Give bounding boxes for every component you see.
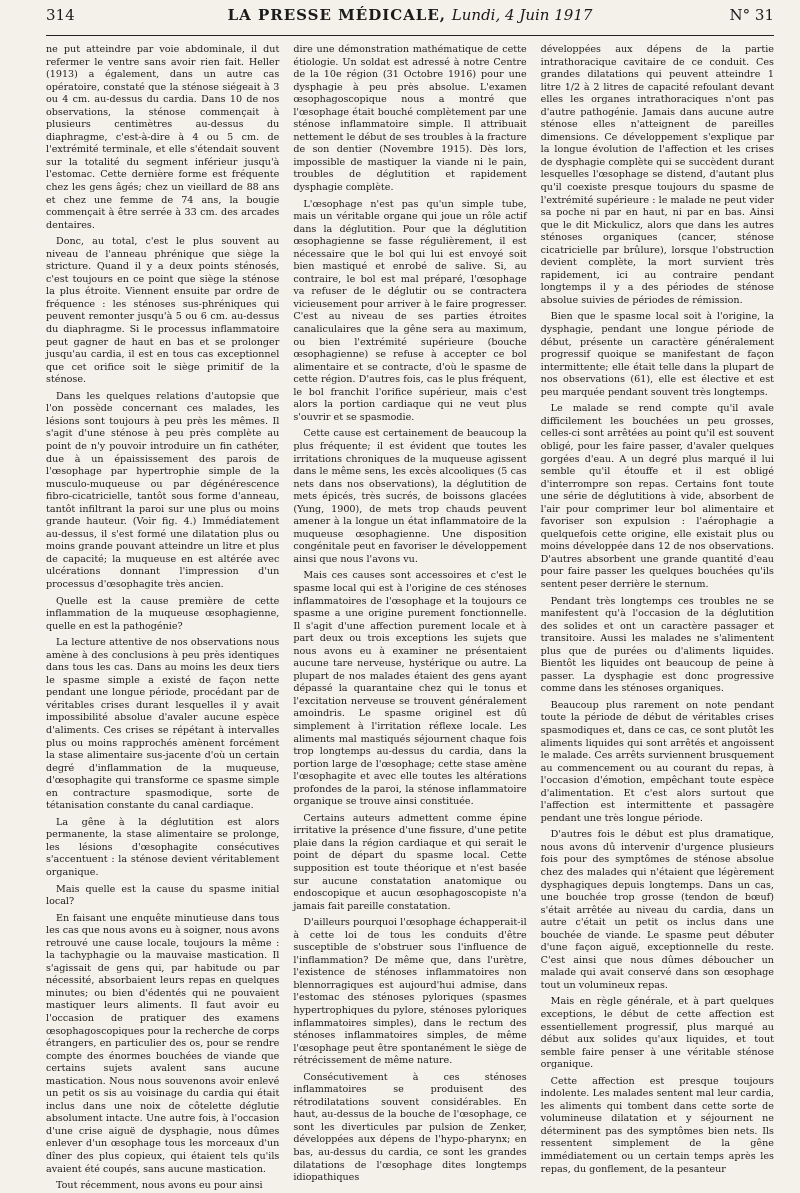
paragraph: Le malade se rend compte qu'il avale difficilement les bouchées un peu grosses, celles-ci sont arrêtées au point qu'il est souvent obligé, pour les faire passer, d'avaler quelques gorgées d'eau. A un degré plus marqué il lui semble qu'il étouffe et il est obligé d'interrompre son repas. Certains font toute une série de déglutitions à vide, absorbent de l'air pour comprimer leur bol alimentaire et favoriser son expulsion : l'aérophagie a quelquefois cette origine, elle existait plus ou moins développée dans 12 de nos observations. D'autres absorbent une grande quantité d'eau pour faire passer les quelques bouchées qu'ils sentent peser derrière le sternum. [540, 403, 774, 590]
column-left [46, 44, 280, 1192]
issue-date: Lundi, 4 Juin 1917 [451, 6, 593, 24]
paragraph: dire une démonstration mathématique de cette étiologie. Un soldat est adressé à notre Centre de la 10e région (31 Octobre 1916) pour une dysphagie à peu près absolue. L'examen œsophagoscopique nous a montré que l'œsophage était bouché complètement par une sténose inflammatoire simple. Il attribuait nettement le début de ses troubles à la fracture de son dentier (Novembre 1915). Dès lors, impossible de mastiquer la viande ni le pain, troubles de déglutition et rapidement dysphagie complète. [293, 44, 527, 194]
paragraph: Donc, au total, c'est le plus souvent au niveau de l'anneau phrénique que siège la stricture. Quand il y a deux points sténosés, c'est toujours en ce point que siège la sténose la plus étroite. Viennent ensuite par ordre de fréquence : les sténoses sus-phréniques qui peuvent remonter jusqu'à 5 ou 6 cm. au-dessus du diaphragme. Si le processus inflammatoire peut gagner de haut en bas et se prolonger jusqu'au cardia, il est en tous cas exceptionnel que cet orifice soit le siège primitif de la sténose. [46, 236, 280, 386]
paragraph: La lecture attentive de nos observations nous amène à des conclusions à peu près identiques dans tous les cas. Dans au moins les deux tiers le spasme simple a existé de façon nette pendant une longue période, procédant par de véritables crises durant lesquelles il y avait impossibilité absolue d'avaler aucune espèce d'aliments. Ces crises se répétant à intervalles plus ou moins rapprochés amènent forcément la stase alimentaire sus-jacente d'où un certain degré d'inflammation de la muqueuse, d'œsophagite qui transforme ce spasme simple en contracture spasmodique, sorte de tétanisation constante du canal cardiaque. [46, 637, 280, 812]
paragraph: Beaucoup plus rarement on note pendant toute la période de début de véritables crises spasmodiques et, dans ce cas, ce sont plutôt les aliments liquides qui sont arrêtés et angoissent le malade. Ces arrêts surviennent brusquement au commencement ou au courant du repas, à l'occasion d'émotion, empêchant toute espèce d'alimentation. Et c'est alors surtout que l'affection est intermittente et passagère pendant une très longue période. [540, 699, 774, 824]
paragraph: La gêne à la déglutition est alors permanente, la stase alimentaire se prolonge, les lésions d'œsophagite consécutives s'accentuent : la sténose devient véritablement organique. [46, 816, 280, 878]
issue-number: N° 31 [729, 6, 774, 24]
paragraph: Cette affection est presque toujours indolente. Les malades sentent mal leur cardia, les aliments qui tombent dans cette sorte de volumineuse dilatation et y séjournent ne déterminent pas des symptômes bien nets. Ils ressentent simplement de la gêne immédiatement ou un certain temps après les repas, du gonflement, de la pesanteur [540, 1075, 774, 1175]
paragraph: D'ailleurs pourquoi l'œsophage échapperait-il à cette loi de tous les conduits d'être susceptible de s'obstruer sous l'influence de l'inflammation? De même que, dans l'urètre, l'existence de sténoses inflammatoires non blennorragiques est aujourd'hui admise, dans l'estomac des sténoses pyloriques (spasmes hypertrophiques du pylore, sténoses pyloriques inflammatoires simples), dans le rectum des sténoses inflammatoires simples, de même l'œsophage peut être spontanément le siège de rétrécissement de même nature. [293, 917, 527, 1067]
paragraph: Cette cause est certainement de beaucoup la plus fréquente; il est évident que toutes les irritations chroniques de la muqueuse agissent dans le même sens, les excès alcooliques (5 cas nets dans nos observations), la déglutition de mets épicés, très sucrés, de boissons glacées (Yung, 1900), de mets trop chauds peuvent amener à la longue un état inflammatoire de la muqueuse œsophagienne. Une disposition congénitale peut en favoriser le développement ainsi que nous l'avons vu. [293, 428, 527, 565]
paragraph: L'œsophage n'est pas qu'un simple tube, mais un véritable organe qui joue un rôle actif dans la déglutition. Pour que la déglutition œsophagienne se fasse régulièrement, il est nécessaire que le bol qui lui est envoyé soit bien mastiqué et enrobé de salive. Si, au contraire, le bol est mal préparé, l'œsophage va refuser de le déglutir ou se contractera vicieusement pour arriver à le faire progresser. C'est au niveau de ses parties étroites canaliculaires que la gêne sera au maximum, ou bien l'extrémité supérieure (bouche œsophagienne) se refuse à accepter ce bol alimentaire et se contracte, d'où le spasme de cette région. D'autres fois, cas le plus fréquent, le bol franchit l'orifice supérieur, mais c'est alors la portion cardiaque qui ne veut plus s'ouvrir et se spasmodie. [293, 198, 527, 423]
paragraph: Consécutivement à ces sténoses inflammatoires se produisent des rétrodilatations souvent considérables. En haut, au-dessus de la bouche de l'œsophage, ce sont les diverticules par pulsion de Zenker, développées aux dépens de l'hypo-pharynx; en bas, au-dessus du cardia, ce sont les grandes dilatations de l'œsophage dites longtemps idiopathiques [293, 1071, 527, 1184]
paragraph: Pendant très longtemps ces troubles ne se manifestent qu'à l'occasion de la déglutition des solides et ont un caractère passager et transitoire. Aussi les malades ne s'alimentent plus que de purées ou d'aliments liquides. Bientôt les liquides ont beaucoup de peine à passer. La dysphagie est donc progressive comme dans les sténoses organiques. [540, 595, 774, 695]
page-number: 314 [46, 6, 75, 24]
paragraph: Mais en règle générale, et à part quelques exceptions, le début de cette affection est essentiellement progressif, plus marqué au début aux solides qu'aux liquides, et tout semble faire penser à une véritable sténose organique. [540, 996, 774, 1071]
paragraph: Mais quelle est la cause du spasme initial local? [46, 883, 280, 908]
page-header [46, 6, 774, 36]
journal-title [106, 6, 714, 24]
paragraph: Certains auteurs admettent comme épine irritative la présence d'une fissure, d'une petite plaie dans la région cardiaque et qui serait le point de départ du spasme local. Cette supposition est toute théorique et n'est basée sur aucune constatation anatomique ou endoscopique et aucun œsophagoscopiste n'a jamais fait pareille constatation. [293, 812, 527, 912]
paragraph: développées aux dépens de la partie intrathoracique cavitaire de ce conduit. Ces grandes dilatations qui peuvent atteindre 1 litre 1/2 à 2 litres de capacité refoulant devant elles les organes intrathoraciques n'ont pas d'autre pathogénie. Jamais dans aucune autre sténose elles n'atteignent de pareilles dimensions. Ce développement s'explique par la longue évolution de l'affection et les crises de dysphagie complète qui se succèdent durant lesquelles l'œsophage se distend, d'autant plus qu'il coexiste presque toujours du spasme de l'extrémité supérieure : le malade ne peut vider sa poche ni par en haut, ni par en bas. Ainsi que le dit Mickulicz, alors que dans les autres sténoses organiques (cancer, sténose cicatricielle par brûlure), lorsque l'obstruction devient complète, la mort survient très rapidement, ici au contraire pendant longtemps il y a des périodes de sténose absolue suivies de périodes de rémission. [540, 44, 774, 306]
text-columns [46, 44, 774, 1192]
paragraph: Mais ces causes sont accessoires et c'est le spasme local qui est à l'origine de ces sténoses inflammatoires de l'œsophage et la toujours ce spasme a une origine purement fonctionnelle. Il s'agit d'une affection purement locale et à part deux ou trois exceptions les sujets que nous avons eu à examiner ne présentaient aucune tare nerveuse, hystérique ou autre. La plupart de nos malades étaient des gens ayant dépassé la quarantaine chez qui le tonus et l'excitation nerveuse se trouvent généralement amoindris. Le spasme originel est dû simplement à l'irritation réflexe locale. Les aliments mal mastiqués séjournent chaque fois trop longtemps au-dessus du cardia, dans la portion large de l'œsophage; cette stase amène l'œsophagite et avec elle toutes les altérations profondes de la paroi, la sténose inflammatoire organique se trouve ainsi constituée. [293, 570, 527, 808]
paragraph: Dans les quelques relations d'autopsie que l'on possède concernant ces malades, les lésions sont toujours à peu près les mêmes. Il s'agit d'une sténose à peu près complète au point de n'y pouvoir introduire un fin cathéter, due à un épaississement des parois de l'œsophage par hypertrophie simple de la musculo-muqueuse ou par dégénérescence fibro-cicatricielle, tantôt sous forme d'anneau, tantôt infiltrant la paroi sur une plus ou moins grande hauteur. (Voir fig. 4.) Immédiatement au-dessus, il s'est formé une dilatation plus ou moins grande pouvant atteindre un litre et plus de capacité; la muqueuse en est altérée avec ulcérations donnant l'impression d'un processus d'œsophagite très ancien. [46, 390, 280, 590]
paragraph: Quelle est la cause première de cette inflammation de la muqueuse œsophagienne, quelle en est la pathogénie? [46, 595, 280, 632]
journal-name: LA PRESSE MÉDICALE, [227, 6, 447, 24]
paragraph: Tout récemment, nous avons eu pour ainsi [56, 1180, 263, 1192]
paragraph: Bien que le spasme local soit à l'origine, la dysphagie, pendant une longue période de début, présente un caractère généralement progressif quoique se manifestant de façon intermittente; elle était telle dans la plupart de nos observations (61), elle est élective et est peu marquée pendant souvent très longtemps. [540, 311, 774, 398]
column-right [540, 44, 774, 1175]
column-middle [293, 44, 527, 1184]
paragraph: ne put atteindre par voie abdominale, il dut refermer le ventre sans avoir rien fait. Heller (1913) a également, dans un autre cas opératoire, constaté que la sténose siégeait à 3 ou 4 cm. au-dessus du cardia. Dans 10 de nos observations, la sténose commençait à plusieurs centimètres au-dessus du diaphragme, c'est-à-dire à 4 ou 5 cm. de l'extrémité terminale, et elle s'étendait souvent sur la totalité du segment inférieur jusqu'à l'estomac. Cette dernière forme est fréquente chez les gens âgés; chez un vieillard de 88 ans et chez une femme de 74 ans, la bougie commençait à être serrée à 33 cm. des arcades dentaires. [46, 44, 280, 231]
paragraph: En faisant une enquête minutieuse dans tous les cas que nous avons eu à soigner, nous avons retrouvé une cause locale, toujours la même : la tachyphagie ou la mauvaise mastication. Il s'agissait de gens qui, par habitude ou par nécessité, absorbaient leurs repas en quelques minutes; ou bien d'édentés qui ne pouvaient mastiquer leurs aliments. Il faut avoir eu l'occasion de pratiquer des examens œsophagoscopiques pour la recherche de corps étrangers, en particulier des os, pour se rendre compte des énormes bouchées de viande que certains sujets avalent sans aucune mastication. Nous nous souvenons avoir enlevé un petit os sis au voisinage du cardia qui était inclus dans une noix de côtelette déglutie absolument intacte. Une autre fois, à l'occasion d'une crise aiguë de dysphagie, nous dûmes enlever d'un œsophage tous les morceaux d'un dîner des plus copieux, qui étaient tels qu'ils avaient été coupés, sans aucune mastication. [46, 912, 280, 1175]
paragraph: D'autres fois le début est plus dramatique, nous avons dû intervenir d'urgence plusieurs fois pour des symptômes de sténose absolue chez des malades qui n'étaient que légèrement dysphagiques depuis longtemps. Dans un cas, une bouchée trop grosse (tendon de bœuf) s'était arrêtée au niveau du cardia, dans un autre c'était un petit os inclus dans une bouchée de viande. Le spasme peut débuter d'une façon aiguë, exceptionnelle du reste. C'est ainsi que nous dûmes déboucher un malade qui avait conservé dans son œsophage tout un volumineux repas. [540, 829, 774, 991]
